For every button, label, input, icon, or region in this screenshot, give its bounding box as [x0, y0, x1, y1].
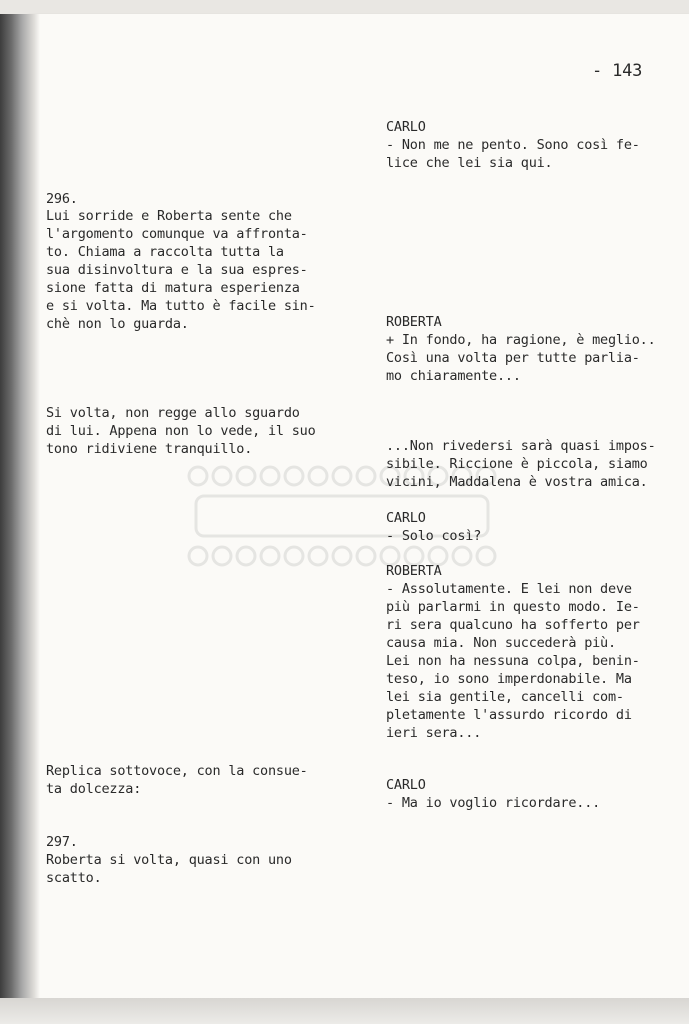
stage-direction-reply: Replica sottovoce, con la consue- ta dolcezza: — [46, 763, 308, 797]
dialogue-roberta-1: + In fondo, ha ragione, è meglio.. Così una volta per tutte parlia- mo chiaramente... — [386, 332, 656, 384]
speaker-carlo-1: CARLO — [386, 119, 426, 135]
scene-number-296: 296. — [46, 191, 78, 207]
speaker-roberta-2: ROBERTA — [386, 563, 442, 579]
page-bottom-edge — [0, 998, 689, 1024]
dialogue-roberta-3: - Assolutamente. E lei non deve più parlarmi in questo modo. Ie- ri sera qualcuno ha sofferto per causa mia. Non succederà più. Lei non ha nessuna colpa, benin- teso, io sono imperdonabile. Ma lei sia gentile, cancelli com- pletamente l'assurdo ricordo di ieri sera... — [386, 581, 640, 741]
dialogue-carlo-1: - Non me ne pento. Sono così fe- lice che lei sia qui. — [386, 137, 640, 171]
dialogue-roberta-2: ...Non rivedersi sarà quasi impos- sibile. Riccione è piccola, siamo vicini, Maddalena è vostra amica. — [386, 438, 656, 490]
stage-direction-turn: Si volta, non regge allo sguardo di lui. Appena non lo vede, il suo tono ridiviene tranquillo. — [46, 405, 316, 457]
page-binding-shadow — [0, 14, 40, 998]
scene-number-297: 297. — [46, 834, 78, 850]
stage-direction-296: Lui sorride e Roberta sente che l'argomento comunque va affronta- to. Chiama a raccolta tutta la sua disinvoltura e la sua espres- sione fatta di matura esperienza e si volta. Ma tutto è facile sin- chè non lo guarda. — [46, 208, 316, 332]
speaker-roberta-1: ROBERTA — [386, 314, 442, 330]
page-number: - 143 — [592, 61, 643, 81]
stage-direction-297: Roberta si volta, quasi con uno scatto. — [46, 852, 292, 886]
dialogue-carlo-3: - Ma io voglio ricordare... — [386, 795, 601, 811]
speaker-carlo-2: CARLO — [386, 510, 426, 526]
speaker-carlo-3: CARLO — [386, 777, 426, 793]
dialogue-carlo-2: - Solo così? — [386, 528, 482, 544]
